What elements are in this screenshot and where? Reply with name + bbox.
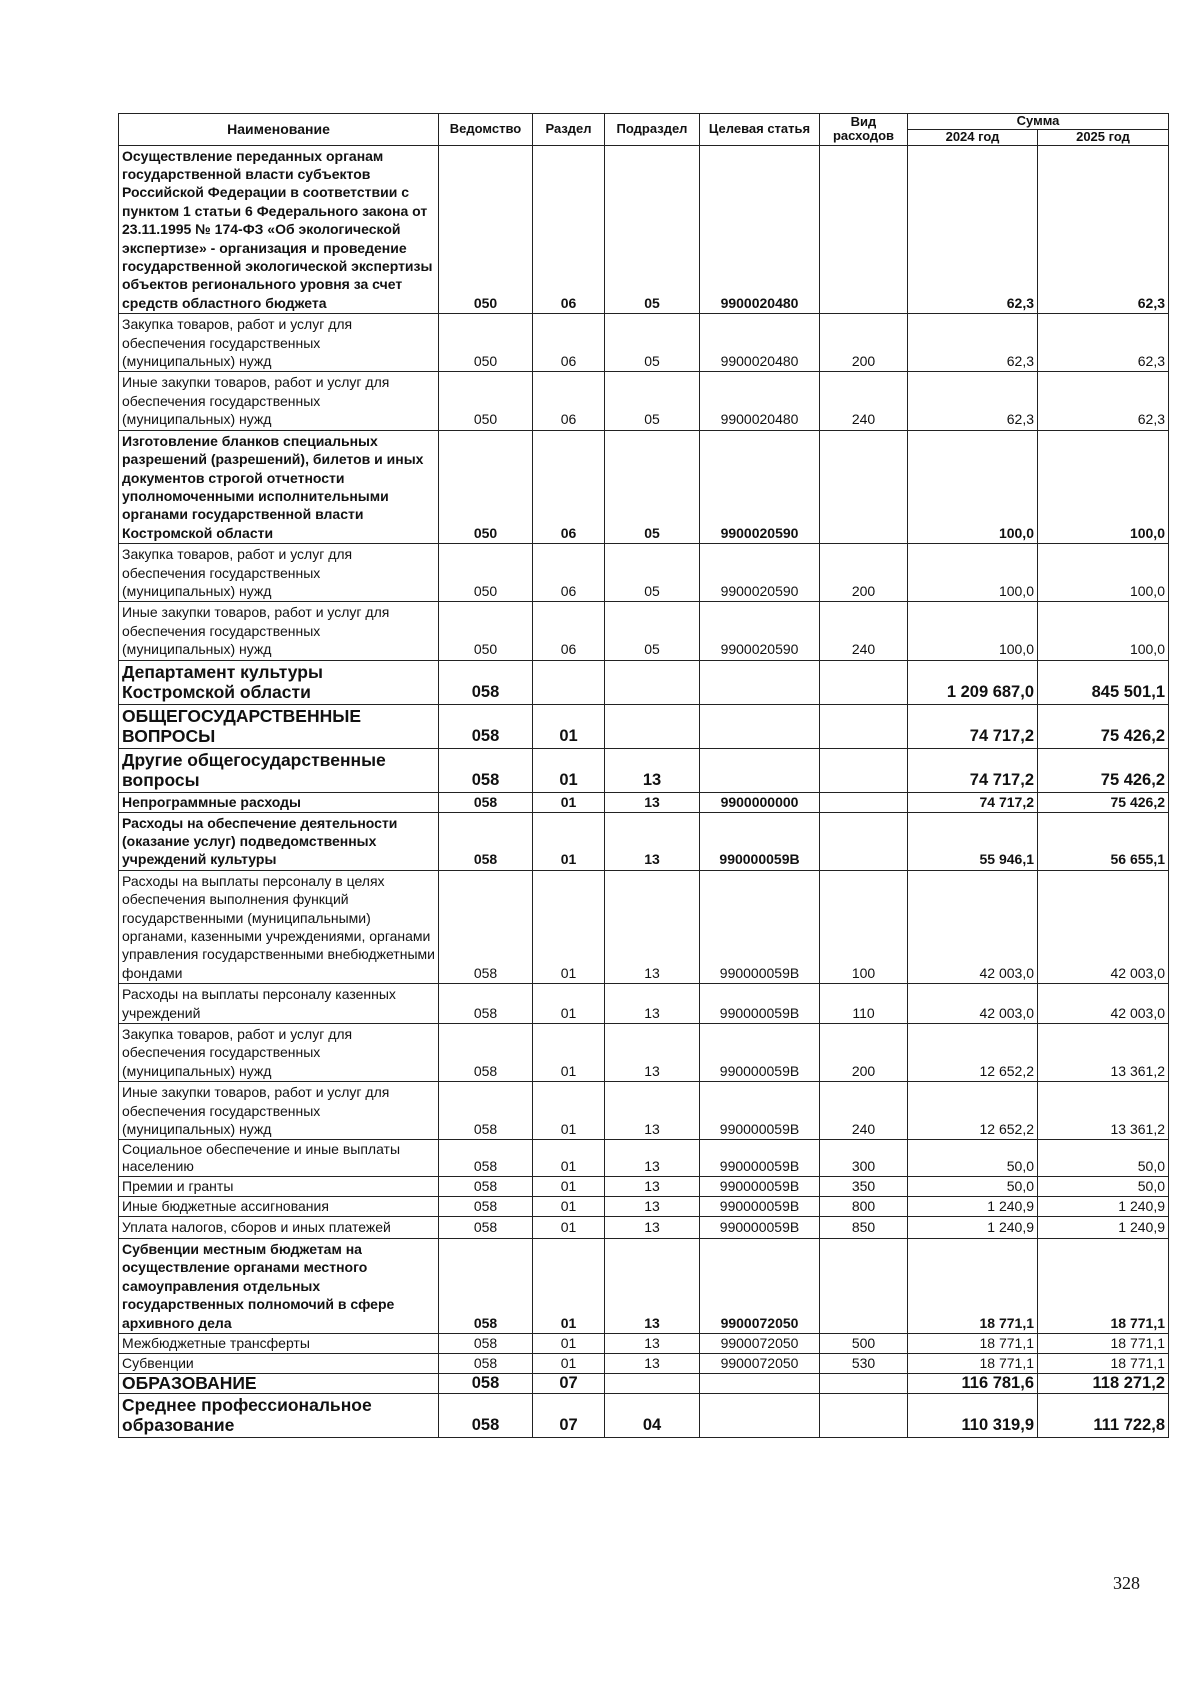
cell-celevaya: 9900072050 [700,1238,820,1333]
cell-sum-2025: 42 003,0 [1038,984,1169,1024]
cell-razdel: 06 [533,602,605,660]
cell-name: Другие общегосударственные вопросы [119,748,439,792]
cell-razdel: 01 [533,870,605,983]
cell-podrazdel: 13 [605,1217,700,1238]
table-row [119,1373,1169,1393]
cell-podrazdel [605,704,700,748]
cell-sum-2025: 111 722,8 [1038,1393,1169,1437]
cell-celevaya: 9900072050 [700,1353,820,1373]
cell-podrazdel: 05 [605,602,700,660]
cell-sum-2025: 75 426,2 [1038,704,1169,748]
cell-vid [820,430,908,543]
cell-celevaya: 990000059В [700,1140,820,1177]
cell-name: Субвенции местным бюджетам на осуществление органами местного самоуправления отдельных государственных полномочий в сфере архивного дела [119,1238,439,1333]
cell-podrazdel: 13 [605,1024,700,1082]
cell-vid [820,1373,908,1393]
cell-podrazdel: 05 [605,145,700,314]
cell-razdel: 01 [533,1353,605,1373]
header-2025: 2025 год [1038,129,1169,145]
cell-razdel: 01 [533,984,605,1024]
cell-sum-2025: 13 361,2 [1038,1082,1169,1140]
cell-podrazdel: 13 [605,1140,700,1177]
budget-table-container [118,113,1169,1438]
cell-celevaya [700,704,820,748]
cell-sum-2025: 18 771,1 [1038,1353,1169,1373]
cell-sum-2024: 100,0 [908,544,1038,602]
cell-sum-2025: 118 271,2 [1038,1373,1169,1393]
cell-ved: 058 [439,704,533,748]
cell-sum-2024: 50,0 [908,1140,1038,1177]
cell-name: Расходы на выплаты персоналу в целях обеспечения выполнения функций государственными (муниципальными) органами, казенными учреждениями, органами управления государственными внебюджетными фондами [119,870,439,983]
header-ved: Ведомство [439,114,533,146]
cell-razdel: 06 [533,145,605,314]
cell-vid: 800 [820,1197,908,1217]
cell-name: ОБЩЕГОСУДАРСТВЕННЫЕ ВОПРОСЫ [119,704,439,748]
cell-celevaya: 990000059В [700,1177,820,1197]
cell-podrazdel: 13 [605,984,700,1024]
cell-sum-2024: 1 209 687,0 [908,660,1038,704]
cell-razdel: 01 [533,1177,605,1197]
cell-vid: 240 [820,1082,908,1140]
cell-ved: 058 [439,1177,533,1197]
cell-podrazdel: 05 [605,314,700,372]
cell-celevaya: 990000059В [700,1217,820,1238]
table-row [119,704,1169,748]
cell-celevaya: 990000059В [700,812,820,870]
cell-sum-2024: 100,0 [908,430,1038,543]
cell-podrazdel: 13 [605,1197,700,1217]
cell-vid: 350 [820,1177,908,1197]
table-row [119,812,1169,870]
cell-sum-2025: 18 771,1 [1038,1238,1169,1333]
table-row [119,1353,1169,1373]
cell-name: Иные бюджетные ассигнования [119,1197,439,1217]
cell-ved: 050 [439,372,533,430]
table-row [119,145,1169,314]
cell-razdel: 01 [533,1333,605,1353]
cell-podrazdel: 13 [605,812,700,870]
cell-vid [820,145,908,314]
cell-celevaya: 990000059В [700,1024,820,1082]
cell-razdel: 01 [533,748,605,792]
cell-sum-2024: 74 717,2 [908,748,1038,792]
table-row [119,1024,1169,1082]
cell-sum-2024: 74 717,2 [908,704,1038,748]
cell-celevaya [700,1373,820,1393]
cell-celevaya: 990000059В [700,1197,820,1217]
cell-vid: 300 [820,1140,908,1177]
cell-name: Осуществление переданных органам государственной власти субъектов Российской Федерации в соответствии с пунктом 1 статьи 6 Федерального закона от 23.11.1995 № 174-ФЗ «Об экологической экспертизе» - организация и проведение государственной экологической экспертизы объектов регионального уровня за счет средств областного бюджета [119,145,439,314]
cell-razdel: 01 [533,812,605,870]
table-row [119,372,1169,430]
cell-sum-2025: 1 240,9 [1038,1217,1169,1238]
cell-sum-2024: 12 652,2 [908,1082,1038,1140]
cell-celevaya: 9900020480 [700,145,820,314]
table-row [119,792,1169,812]
cell-ved: 058 [439,1373,533,1393]
cell-razdel: 01 [533,704,605,748]
cell-vid [820,792,908,812]
cell-podrazdel: 13 [605,870,700,983]
cell-sum-2024: 110 319,9 [908,1393,1038,1437]
cell-podrazdel: 13 [605,1082,700,1140]
cell-vid: 240 [820,372,908,430]
header-vid: Вид расходов [820,114,908,146]
cell-sum-2025: 42 003,0 [1038,870,1169,983]
cell-celevaya [700,660,820,704]
cell-razdel: 01 [533,1082,605,1140]
cell-sum-2024: 116 781,6 [908,1373,1038,1393]
cell-ved: 058 [439,1333,533,1353]
cell-name: Субвенции [119,1353,439,1373]
cell-podrazdel: 05 [605,544,700,602]
header-podrazdel: Подраздел [605,114,700,146]
cell-sum-2024: 100,0 [908,602,1038,660]
table-row [119,430,1169,543]
cell-razdel: 01 [533,1197,605,1217]
cell-ved: 058 [439,792,533,812]
cell-razdel [533,660,605,704]
budget-table [118,113,1169,1438]
cell-name: Изготовление бланков специальных разрешений (разрешений), билетов и иных документов строгой отчетности уполномоченными исполнительными органами государственной власти Костромской области [119,430,439,543]
cell-name: Непрограммные расходы [119,792,439,812]
cell-ved: 058 [439,1217,533,1238]
table-row [119,1140,1169,1177]
cell-vid: 240 [820,602,908,660]
cell-podrazdel: 13 [605,1353,700,1373]
cell-sum-2025: 62,3 [1038,372,1169,430]
cell-ved: 058 [439,1140,533,1177]
cell-name: Премии и гранты [119,1177,439,1197]
table-row [119,1177,1169,1197]
cell-celevaya [700,1393,820,1437]
cell-vid [820,1238,908,1333]
cell-sum-2024: 12 652,2 [908,1024,1038,1082]
cell-sum-2025: 18 771,1 [1038,1333,1169,1353]
table-row [119,1082,1169,1140]
table-row [119,870,1169,983]
cell-name: Расходы на обеспечение деятельности (оказание услуг) подведомственных учреждений культуры [119,812,439,870]
cell-sum-2025: 75 426,2 [1038,792,1169,812]
cell-sum-2025: 845 501,1 [1038,660,1169,704]
cell-ved: 058 [439,1082,533,1140]
cell-razdel: 06 [533,544,605,602]
cell-sum-2024: 18 771,1 [908,1238,1038,1333]
cell-sum-2024: 74 717,2 [908,792,1038,812]
cell-vid: 200 [820,1024,908,1082]
cell-sum-2025: 1 240,9 [1038,1197,1169,1217]
cell-name: Социальное обеспечение и иные выплаты населению [119,1140,439,1177]
cell-vid [820,660,908,704]
cell-vid [820,704,908,748]
cell-podrazdel: 13 [605,1333,700,1353]
cell-razdel: 01 [533,1140,605,1177]
cell-ved: 058 [439,1393,533,1437]
cell-name: Иные закупки товаров, работ и услуг для обеспечения государственных (муниципальных) нужд [119,602,439,660]
cell-ved: 058 [439,748,533,792]
cell-name: Среднее профессиональное образование [119,1393,439,1437]
cell-name: Расходы на выплаты персоналу казенных учреждений [119,984,439,1024]
cell-celevaya: 9900020590 [700,602,820,660]
cell-celevaya: 990000059В [700,870,820,983]
cell-podrazdel: 05 [605,372,700,430]
cell-razdel: 07 [533,1373,605,1393]
cell-vid: 200 [820,544,908,602]
cell-name: Закупка товаров, работ и услуг для обеспечения государственных (муниципальных) нужд [119,544,439,602]
cell-sum-2024: 50,0 [908,1177,1038,1197]
cell-name: Закупка товаров, работ и услуг для обеспечения государственных (муниципальных) нужд [119,1024,439,1082]
cell-sum-2025: 100,0 [1038,602,1169,660]
cell-podrazdel: 13 [605,1238,700,1333]
cell-razdel: 01 [533,1024,605,1082]
cell-ved: 058 [439,1024,533,1082]
cell-podrazdel [605,660,700,704]
cell-ved: 050 [439,544,533,602]
cell-celevaya: 9900020590 [700,544,820,602]
cell-celevaya: 990000059В [700,984,820,1024]
table-body [119,145,1169,1437]
header-summa: Сумма [908,114,1169,130]
cell-sum-2025: 100,0 [1038,430,1169,543]
cell-sum-2024: 62,3 [908,372,1038,430]
table-row [119,544,1169,602]
cell-celevaya: 9900020480 [700,314,820,372]
cell-celevaya: 9900020590 [700,430,820,543]
cell-vid: 850 [820,1217,908,1238]
cell-sum-2025: 50,0 [1038,1140,1169,1177]
cell-ved: 058 [439,1197,533,1217]
cell-sum-2024: 55 946,1 [908,812,1038,870]
cell-sum-2024: 62,3 [908,314,1038,372]
cell-ved: 058 [439,660,533,704]
cell-podrazdel: 04 [605,1393,700,1437]
cell-ved: 058 [439,1353,533,1373]
cell-sum-2024: 62,3 [908,145,1038,314]
cell-ved: 058 [439,1238,533,1333]
cell-razdel: 07 [533,1393,605,1437]
table-row [119,1238,1169,1333]
cell-ved: 058 [439,870,533,983]
cell-vid [820,748,908,792]
table-header [119,114,1169,146]
table-row [119,314,1169,372]
cell-name: Департамент культуры Костромской области [119,660,439,704]
cell-vid: 530 [820,1353,908,1373]
cell-ved: 050 [439,602,533,660]
header-celevaya: Целевая статья [700,114,820,146]
cell-sum-2024: 18 771,1 [908,1353,1038,1373]
cell-sum-2025: 62,3 [1038,314,1169,372]
cell-sum-2025: 50,0 [1038,1177,1169,1197]
cell-vid: 200 [820,314,908,372]
cell-ved: 050 [439,145,533,314]
cell-podrazdel: 13 [605,1177,700,1197]
cell-podrazdel [605,1373,700,1393]
cell-razdel: 06 [533,372,605,430]
cell-name: Уплата налогов, сборов и иных платежей [119,1217,439,1238]
cell-razdel: 06 [533,314,605,372]
cell-sum-2025: 13 361,2 [1038,1024,1169,1082]
cell-razdel: 01 [533,1238,605,1333]
table-row [119,660,1169,704]
header-name: Наименование [119,114,439,146]
table-row [119,1333,1169,1353]
table-row [119,602,1169,660]
cell-celevaya [700,748,820,792]
cell-sum-2024: 42 003,0 [908,984,1038,1024]
cell-celevaya: 9900000000 [700,792,820,812]
cell-celevaya: 990000059В [700,1082,820,1140]
cell-vid [820,1393,908,1437]
cell-sum-2025: 75 426,2 [1038,748,1169,792]
cell-vid: 500 [820,1333,908,1353]
cell-razdel: 06 [533,430,605,543]
cell-sum-2025: 62,3 [1038,145,1169,314]
cell-vid: 110 [820,984,908,1024]
table-row [119,1197,1169,1217]
cell-name: ОБРАЗОВАНИЕ [119,1373,439,1393]
cell-sum-2024: 42 003,0 [908,870,1038,983]
cell-podrazdel: 05 [605,430,700,543]
cell-vid [820,812,908,870]
cell-sum-2024: 1 240,9 [908,1197,1038,1217]
cell-ved: 058 [439,812,533,870]
cell-ved: 050 [439,430,533,543]
table-row [119,748,1169,792]
cell-sum-2024: 18 771,1 [908,1333,1038,1353]
cell-celevaya: 9900020480 [700,372,820,430]
cell-ved: 058 [439,984,533,1024]
table-row [119,1393,1169,1437]
cell-vid: 100 [820,870,908,983]
cell-sum-2025: 56 655,1 [1038,812,1169,870]
cell-celevaya: 9900072050 [700,1333,820,1353]
cell-razdel: 01 [533,792,605,812]
table-row [119,1217,1169,1238]
cell-podrazdel: 13 [605,792,700,812]
table-row [119,984,1169,1024]
header-razdel: Раздел [533,114,605,146]
cell-sum-2024: 1 240,9 [908,1217,1038,1238]
cell-ved: 050 [439,314,533,372]
cell-sum-2025: 100,0 [1038,544,1169,602]
cell-name: Закупка товаров, работ и услуг для обеспечения государственных (муниципальных) нужд [119,314,439,372]
cell-name: Межбюджетные трансферты [119,1333,439,1353]
cell-podrazdel: 13 [605,748,700,792]
cell-name: Иные закупки товаров, работ и услуг для обеспечения государственных (муниципальных) нужд [119,1082,439,1140]
cell-razdel: 01 [533,1217,605,1238]
cell-name: Иные закупки товаров, работ и услуг для обеспечения государственных (муниципальных) нужд [119,372,439,430]
header-2024: 2024 год [908,129,1038,145]
page-number: 328 [1113,1573,1140,1593]
